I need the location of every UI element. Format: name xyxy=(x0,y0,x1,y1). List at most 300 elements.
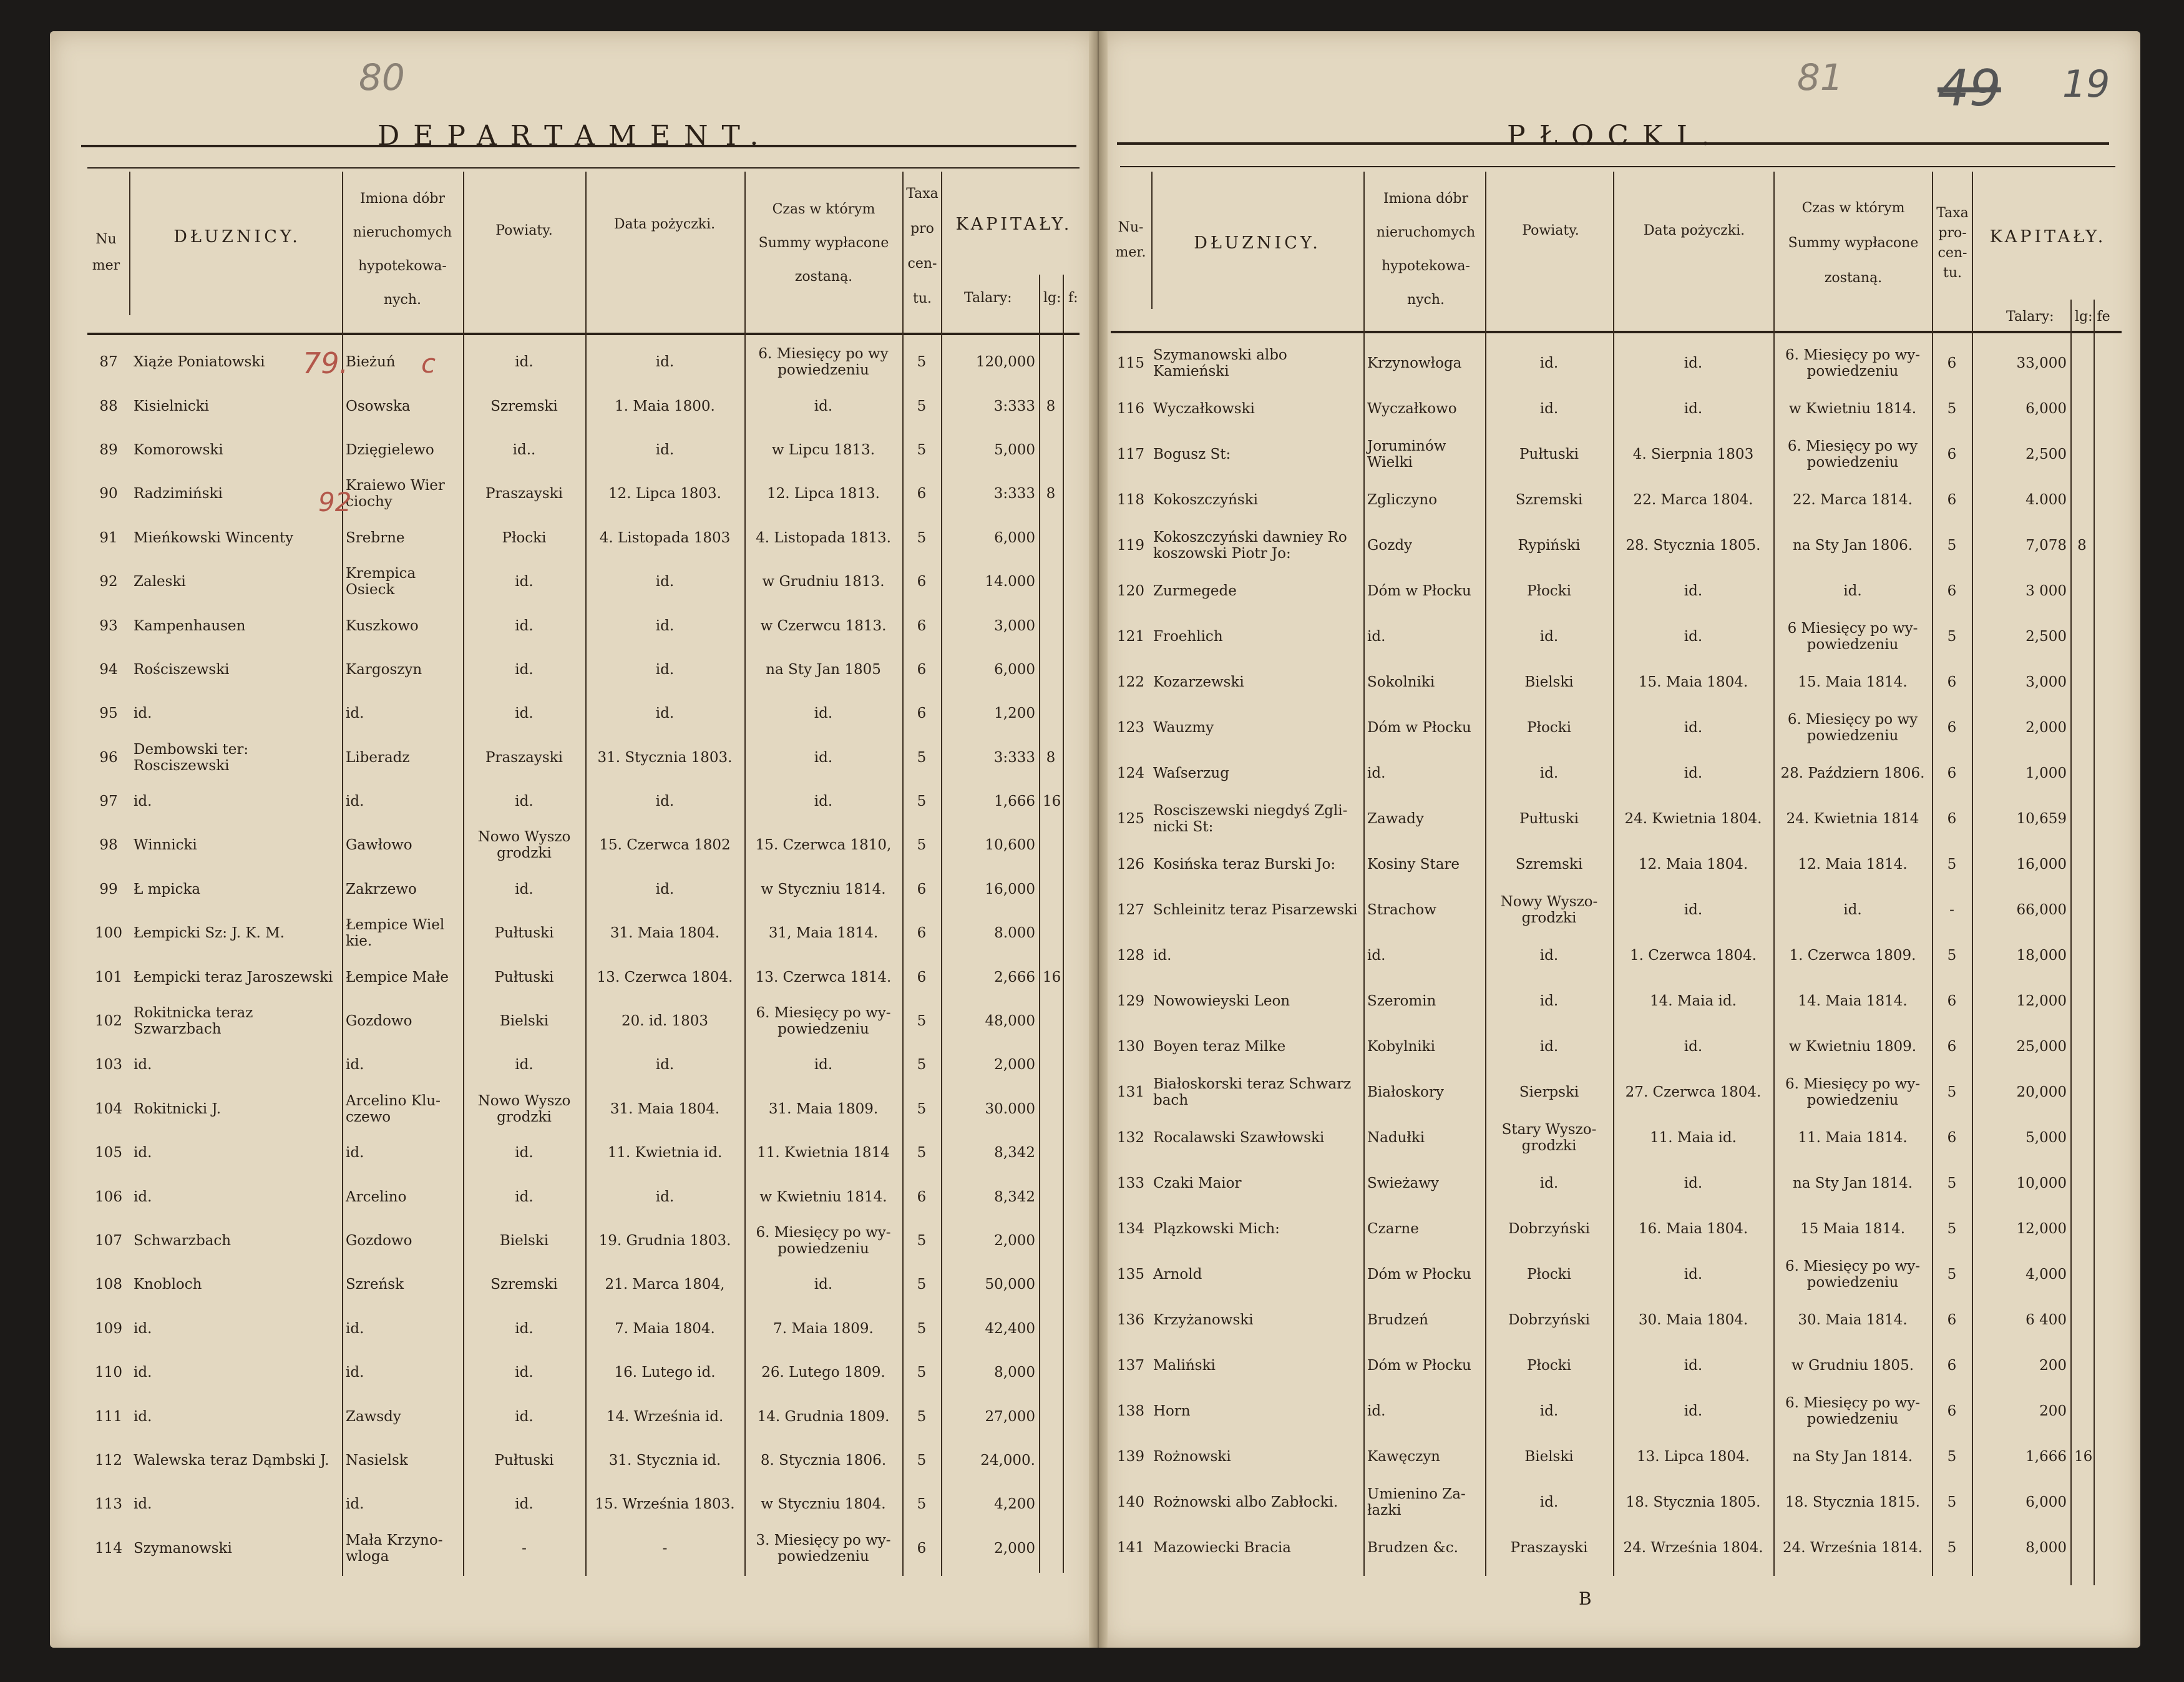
repayment-term: 8. Stycznia 1806. xyxy=(760,1452,887,1469)
row-number: 133 xyxy=(1117,1175,1144,1191)
repayment-term: 6. Miesięcy po wy- powiedzeniu xyxy=(1785,1394,1921,1427)
loan-date: id. xyxy=(655,574,675,590)
table-row xyxy=(1112,1479,2118,1525)
loan-date: 12. Lipca 1803. xyxy=(608,486,721,502)
repayment-term: w Styczniu 1804. xyxy=(761,1496,886,1513)
capital-fenigi xyxy=(1063,1131,1086,1175)
capital-grosze xyxy=(2070,932,2094,978)
repayment-term: 6. Miesięcy po wy- powiedzeniu xyxy=(756,1225,891,1257)
capital-grosze xyxy=(1039,560,1063,604)
district: id. xyxy=(1539,765,1559,781)
interest-rate: 5 xyxy=(1947,1539,1957,1556)
row-number: 130 xyxy=(1117,1038,1144,1055)
estate-name: Kawęczyn xyxy=(1367,1448,1440,1465)
capital-fenigi xyxy=(2094,1342,2118,1388)
loan-date: id. xyxy=(1684,765,1703,781)
capital-grosze xyxy=(1039,911,1063,955)
row-number: 121 xyxy=(1117,628,1144,645)
row-number: 140 xyxy=(1117,1494,1144,1510)
debtor-name: Rożnowski xyxy=(1153,1448,1231,1465)
row-number: 123 xyxy=(1117,719,1144,736)
table-row xyxy=(87,472,1086,516)
interest-rate: 5 xyxy=(1947,856,1957,873)
capital-grosze xyxy=(1039,1527,1063,1570)
estate-name: id. xyxy=(346,1320,364,1337)
capital-talary: 2,000 xyxy=(994,1057,1035,1073)
loan-date: 18. Stycznia 1805. xyxy=(1626,1494,1761,1510)
row-number: 96 xyxy=(99,749,118,766)
capital-fenigi xyxy=(1063,1263,1086,1306)
table-row xyxy=(1112,1525,2118,1570)
interest-rate: 6 xyxy=(1947,1402,1957,1419)
repayment-term: na Sty Jan 1814. xyxy=(1792,1448,1913,1465)
table-row xyxy=(1112,386,2118,431)
capital-talary: 2,666 xyxy=(994,969,1035,985)
estate-name: Kobylniki xyxy=(1367,1038,1435,1055)
row-number: 102 xyxy=(95,1013,122,1030)
capital-fenigi xyxy=(2094,659,2118,705)
repayment-term: 11. Kwietnia 1814 xyxy=(757,1145,890,1161)
row-number: 137 xyxy=(1117,1357,1144,1374)
estate-name: Dóm w Płocku xyxy=(1367,1357,1471,1374)
loan-date: id. xyxy=(1684,719,1703,736)
table-row xyxy=(1112,1388,2118,1434)
capital-talary: 33,000 xyxy=(2016,354,2067,371)
interest-rate: 5 xyxy=(917,1013,927,1030)
debtor-name: Schwarzbach xyxy=(134,1233,232,1249)
debtor-name: Knobloch xyxy=(134,1276,202,1293)
interest-rate: 6 xyxy=(917,969,927,985)
capital-fenigi xyxy=(2094,386,2118,431)
table-row xyxy=(87,1043,1086,1087)
loan-date: 22. Marca 1804. xyxy=(1633,491,1753,508)
estate-name: Swieżawy xyxy=(1367,1175,1439,1191)
row-number: 136 xyxy=(1117,1311,1144,1328)
repayment-term: w Czerwcu 1813. xyxy=(760,617,887,634)
capital-grosze xyxy=(1039,1482,1063,1526)
debtor-name: Białoskorski teraz Schwarz bach xyxy=(1153,1075,1352,1108)
interest-rate: 6 xyxy=(1947,765,1957,781)
loan-date: id. xyxy=(1684,354,1703,371)
interest-rate: 5 xyxy=(1947,1448,1957,1465)
capital-fenigi xyxy=(1063,648,1086,692)
capital-grosze xyxy=(1039,340,1063,384)
repayment-term: w Styczniu 1814. xyxy=(761,881,886,897)
row-number: 92 xyxy=(99,574,118,590)
repayment-term: 4. Listopada 1813. xyxy=(756,529,891,546)
loan-date: 11. Maia id. xyxy=(1650,1129,1737,1146)
repayment-term: 12. Lipca 1813. xyxy=(767,486,880,502)
capital-talary: 3:333 xyxy=(993,486,1035,502)
left-header-bottom-rule xyxy=(87,333,1080,335)
estate-name: Brudzeń xyxy=(1367,1311,1428,1328)
capital-talary: 27,000 xyxy=(985,1408,1035,1425)
interest-rate: 5 xyxy=(1947,1494,1957,1510)
repayment-term: na Sty Jan 1805 xyxy=(766,661,881,678)
repayment-term: w Grudniu 1805. xyxy=(1791,1357,1914,1374)
row-number: 141 xyxy=(1117,1539,1144,1556)
estate-name: Łempice Małe xyxy=(346,969,449,985)
capital-grosze xyxy=(2070,887,2094,932)
capital-talary: 2,500 xyxy=(2026,446,2067,462)
row-number: 134 xyxy=(1117,1220,1144,1237)
row-number: 122 xyxy=(1117,673,1144,690)
loan-date: 16. Lutego id. xyxy=(614,1364,716,1381)
row-number: 97 xyxy=(99,793,118,810)
loan-date: - xyxy=(662,1540,668,1557)
debtor-name: Komorowski xyxy=(134,441,223,458)
debtor-name: Bogusz St: xyxy=(1153,446,1231,462)
row-number: 113 xyxy=(95,1496,122,1513)
debtor-name: Mazowiecki Bracia xyxy=(1153,1539,1291,1556)
loan-date: id. xyxy=(1684,628,1703,645)
table-row xyxy=(1112,1342,2118,1388)
row-number: 90 xyxy=(99,486,118,502)
capital-fenigi xyxy=(1063,780,1086,823)
header-czas: Czas w którym Summy wypłacone zostaną. xyxy=(758,202,889,285)
capital-talary: 3,000 xyxy=(994,617,1035,634)
signature-mark: B xyxy=(1579,1588,1592,1609)
row-number: 115 xyxy=(1117,354,1144,371)
estate-name: Joruminów Wielki xyxy=(1367,438,1446,471)
table-row xyxy=(1112,659,2118,705)
capital-fenigi xyxy=(1063,1043,1086,1087)
debtor-name: Arnold xyxy=(1153,1266,1202,1283)
debtor-name: Dembowski ter: Rosciszewski xyxy=(134,741,249,774)
capital-grosze: 16 xyxy=(1043,969,1061,985)
debtor-name: id. xyxy=(134,1057,152,1073)
district: Praszayski xyxy=(1510,1539,1588,1556)
loan-date: id. xyxy=(655,661,675,678)
repayment-term: id. xyxy=(814,749,833,766)
table-row xyxy=(1112,1024,2118,1069)
capital-talary: 6,000 xyxy=(2026,1494,2067,1510)
district: Sierpski xyxy=(1519,1083,1579,1100)
estate-name: Białoskory xyxy=(1367,1083,1444,1100)
capital-talary: 1,666 xyxy=(2026,1448,2067,1465)
interest-rate: 6 xyxy=(1947,1311,1957,1328)
estate-name: Kuszkowo xyxy=(346,617,419,634)
district: id. xyxy=(1539,400,1559,417)
loan-date: id. xyxy=(655,1188,675,1205)
header-numer-right: Nu- mer. xyxy=(1115,220,1146,260)
debtor-name: Zurmegede xyxy=(1153,582,1237,599)
interest-rate: 6 xyxy=(1947,582,1957,599)
row-number: 109 xyxy=(95,1320,122,1337)
debtor-name: Łempicki teraz Jaroszewski xyxy=(134,969,333,985)
debtor-name: Schleinitz teraz Pisarzewski xyxy=(1153,901,1358,918)
header-numer: Nu mer xyxy=(92,232,120,273)
loan-date: 30. Maia 1804. xyxy=(1638,1311,1748,1328)
capital-talary: 3 000 xyxy=(2026,582,2067,599)
table-row xyxy=(87,1351,1086,1394)
capital-talary: 200 xyxy=(2039,1357,2067,1374)
table-row xyxy=(87,1527,1086,1570)
district: id. xyxy=(515,705,534,722)
capital-fenigi xyxy=(1063,384,1086,428)
interest-rate: 6 xyxy=(917,1188,927,1205)
table-row xyxy=(87,1131,1086,1175)
debtor-name: Radzimiński xyxy=(134,486,223,502)
capital-grosze xyxy=(1039,1219,1063,1263)
rule-v xyxy=(129,172,130,315)
capital-grosze xyxy=(2070,1115,2094,1160)
table-row xyxy=(87,1175,1086,1218)
estate-name: id. xyxy=(1367,765,1386,781)
interest-rate: 5 xyxy=(917,354,927,371)
capital-fenigi xyxy=(2094,1160,2118,1206)
district: Bielski xyxy=(1524,1448,1574,1465)
capital-talary: 12,000 xyxy=(2016,992,2067,1009)
loan-date: 24. Kwietnia 1804. xyxy=(1624,810,1762,827)
debtor-name: id. xyxy=(134,1145,152,1161)
capital-fenigi xyxy=(1063,999,1086,1043)
repayment-term: id. xyxy=(1843,582,1862,599)
interest-rate: 5 xyxy=(917,1100,927,1117)
capital-grosze xyxy=(2070,796,2094,841)
capital-fenigi xyxy=(1063,1482,1086,1526)
district: id. xyxy=(515,354,534,371)
table-row xyxy=(1112,796,2118,841)
district: Pułtuski xyxy=(494,925,554,942)
table-row xyxy=(1112,477,2118,522)
loan-date: 15. Września 1803. xyxy=(595,1496,735,1513)
interest-rate: 6 xyxy=(1947,1038,1957,1055)
district: id. xyxy=(515,1364,534,1381)
repayment-term: w Lipcu 1813. xyxy=(771,441,875,458)
interest-rate: 5 xyxy=(917,1320,927,1337)
debtor-name: Kozarzewski xyxy=(1153,673,1244,690)
loan-date: id. xyxy=(1684,582,1703,599)
table-row xyxy=(1112,932,2118,978)
table-row xyxy=(87,823,1086,867)
interest-rate: 5 xyxy=(1947,1083,1957,1100)
page-number: 19 xyxy=(2062,62,2110,106)
estate-name: Srebrne xyxy=(346,529,405,546)
estate-name: id. xyxy=(346,1057,364,1073)
debtor-name: Kokoszczyński dawniey Ro koszowski Piotr Jo: xyxy=(1153,529,1347,562)
district: Nowo Wyszo grodzki xyxy=(477,829,571,862)
district: Pułtuski xyxy=(494,969,554,985)
table-row xyxy=(87,999,1086,1043)
capital-grosze xyxy=(1039,1043,1063,1087)
interest-rate: 6 xyxy=(1947,810,1957,827)
district: Szremski xyxy=(1515,491,1583,508)
estate-name: id. xyxy=(346,793,364,810)
interest-rate: 5 xyxy=(917,1057,927,1073)
debtor-name: Wauzmy xyxy=(1153,719,1214,736)
estate-name: Nadułki xyxy=(1367,1129,1425,1146)
capital-talary: 2,000 xyxy=(994,1233,1035,1249)
loan-date: id. xyxy=(655,617,675,634)
capital-talary: 20,000 xyxy=(2016,1083,2067,1100)
interest-rate: 5 xyxy=(917,529,927,546)
estate-name: id. xyxy=(346,705,364,722)
row-number: 98 xyxy=(99,837,118,854)
interest-rate: 6 xyxy=(1947,719,1957,736)
loan-date: 1. Maia 1800. xyxy=(615,398,715,414)
repayment-term: 6. Miesięcy po wy powiedzeniu xyxy=(1787,711,1918,744)
rule-v xyxy=(1151,172,1153,309)
loan-date: id. xyxy=(655,881,675,897)
interest-rate: 5 xyxy=(917,793,927,810)
table-row xyxy=(1112,614,2118,659)
capital-fenigi xyxy=(2094,978,2118,1024)
district: - xyxy=(522,1540,527,1557)
district: id. xyxy=(515,617,534,634)
debtor-name: id. xyxy=(134,1408,152,1425)
capital-fenigi xyxy=(2094,1024,2118,1069)
header-fenigi: f: xyxy=(1068,290,1078,306)
capital-fenigi xyxy=(2094,932,2118,978)
interest-rate: 6 xyxy=(1947,491,1957,508)
loan-date: 11. Kwietnia id. xyxy=(607,1145,723,1161)
table-row xyxy=(87,1219,1086,1263)
estate-name: Liberadz xyxy=(346,749,410,766)
estate-name: Dzięgielewo xyxy=(346,441,434,458)
repayment-term: w Kwietniu 1814. xyxy=(1788,400,1917,417)
debtor-name: Waſserzug xyxy=(1153,765,1229,781)
table-row xyxy=(87,1482,1086,1526)
capital-grosze xyxy=(2070,841,2094,887)
estate-name: Mała Krzyno- wloga xyxy=(346,1532,443,1565)
interest-rate: 6 xyxy=(1947,1129,1957,1146)
debtor-name: Szymanowski xyxy=(134,1540,232,1557)
row-number: 138 xyxy=(1117,1402,1144,1419)
capital-grosze xyxy=(2070,1525,2094,1570)
debtor-name: Wyczałkowski xyxy=(1153,400,1255,417)
row-number: 139 xyxy=(1117,1448,1144,1465)
row-number: 132 xyxy=(1117,1129,1144,1146)
district: id. xyxy=(515,1408,534,1425)
repayment-term: 15. Maia 1814. xyxy=(1798,673,1908,690)
repayment-term: w Kwietniu 1814. xyxy=(759,1188,887,1205)
row-number: 120 xyxy=(1117,582,1144,599)
capital-grosze xyxy=(1039,604,1063,647)
capital-grosze xyxy=(2070,614,2094,659)
red-annotation: c xyxy=(421,348,436,379)
debtor-name: Nowowieyski Leon xyxy=(1153,992,1290,1009)
capital-grosze xyxy=(1039,1439,1063,1482)
estate-name: Gozdowo xyxy=(346,1233,412,1249)
table-row xyxy=(87,736,1086,780)
district: id. xyxy=(1539,947,1559,964)
row-number: 100 xyxy=(95,925,122,942)
debtor-name: Kosińska teraz Burski Jo: xyxy=(1153,856,1336,873)
capital-grosze xyxy=(2070,1251,2094,1297)
repayment-term: na Sty Jan 1814. xyxy=(1792,1175,1913,1191)
estate-name: Gozdy xyxy=(1367,537,1413,554)
estate-name: id. xyxy=(346,1496,364,1513)
debtor-name: Walewska teraz Dąmbski J. xyxy=(134,1452,329,1469)
table-row xyxy=(87,780,1086,823)
capital-talary: 5,000 xyxy=(994,441,1035,458)
interest-rate: 6 xyxy=(917,486,927,502)
row-number: 107 xyxy=(95,1233,122,1249)
row-number: 91 xyxy=(99,529,118,546)
capital-grosze xyxy=(1039,1131,1063,1175)
estate-name: Osowska xyxy=(346,398,411,414)
capital-grosze xyxy=(2070,1342,2094,1388)
loan-date: 14. Września id. xyxy=(606,1408,724,1425)
repayment-term: 26. Lutego 1809. xyxy=(761,1364,885,1381)
capital-grosze xyxy=(1039,1263,1063,1306)
estate-name: Czarne xyxy=(1367,1220,1419,1237)
estate-name: Dóm w Płocku xyxy=(1367,1266,1471,1283)
row-number: 94 xyxy=(99,661,118,678)
capital-grosze xyxy=(2070,340,2094,386)
loan-date: id. xyxy=(655,705,675,722)
repayment-term: 15 Maia 1814. xyxy=(1800,1220,1906,1237)
estate-name: Krempica Osieck xyxy=(346,565,416,599)
repayment-term: 30. Maia 1814. xyxy=(1798,1311,1908,1328)
capital-fenigi xyxy=(1063,1394,1086,1438)
repayment-term: 3. Miesięcy po wy- powiedzeniu xyxy=(756,1532,891,1565)
estate-name: id. xyxy=(346,1364,364,1381)
repayment-term: id. xyxy=(814,1057,833,1073)
interest-rate: 6 xyxy=(1947,673,1957,690)
table-row xyxy=(1112,568,2118,614)
capital-fenigi xyxy=(1063,560,1086,604)
district: id. xyxy=(515,1496,534,1513)
loan-date: 4. Sierpnia 1803 xyxy=(1632,446,1754,462)
repayment-term: 6. Miesięcy po wy- powiedzeniu xyxy=(756,1005,891,1038)
capital-fenigi xyxy=(2094,522,2118,568)
capital-grosze xyxy=(1039,1175,1063,1218)
table-row xyxy=(1112,1297,2118,1342)
capital-grosze xyxy=(1039,692,1063,735)
row-number: 93 xyxy=(99,617,118,634)
capital-grosze xyxy=(2070,431,2094,477)
loan-date: 13. Lipca 1804. xyxy=(1637,1448,1750,1465)
interest-rate: 6 xyxy=(917,574,927,590)
repayment-term: 6. Miesięcy po wy powiedzeniu xyxy=(758,346,889,379)
capital-talary: 8.000 xyxy=(994,925,1035,942)
row-number: 111 xyxy=(95,1408,122,1425)
row-number: 87 xyxy=(99,354,118,371)
district: Płocki xyxy=(1527,1266,1571,1283)
district: id. xyxy=(515,661,534,678)
table-row xyxy=(1112,340,2118,386)
district: Płocki xyxy=(502,529,547,546)
capital-fenigi xyxy=(1063,692,1086,735)
left-title-rule xyxy=(81,145,1076,147)
capital-fenigi xyxy=(2094,568,2118,614)
capital-grosze xyxy=(1039,868,1063,911)
header-dluznicy-right: DŁUZNICY. xyxy=(1194,233,1321,253)
capital-fenigi xyxy=(1063,1307,1086,1351)
capital-fenigi xyxy=(1063,736,1086,780)
estate-name: id. xyxy=(1367,947,1386,964)
debtor-name: id. xyxy=(134,705,152,722)
capital-grosze xyxy=(2070,750,2094,796)
debtor-name: Kisielnicki xyxy=(134,398,210,414)
estate-name: Szeromin xyxy=(1367,992,1436,1009)
capital-grosze xyxy=(2070,659,2094,705)
interest-rate: 5 xyxy=(917,837,927,854)
interest-rate: 6 xyxy=(917,881,927,897)
capital-grosze xyxy=(1039,1394,1063,1438)
row-number: 106 xyxy=(95,1188,122,1205)
interest-rate: 5 xyxy=(917,749,927,766)
capital-fenigi xyxy=(2094,1115,2118,1160)
capital-talary: 1,666 xyxy=(994,793,1035,810)
capital-fenigi xyxy=(1063,516,1086,560)
loan-date: id. xyxy=(655,441,675,458)
district: Szremski xyxy=(490,398,558,414)
loan-date: 16. Maia 1804. xyxy=(1638,1220,1748,1237)
capital-grosze xyxy=(1039,648,1063,692)
